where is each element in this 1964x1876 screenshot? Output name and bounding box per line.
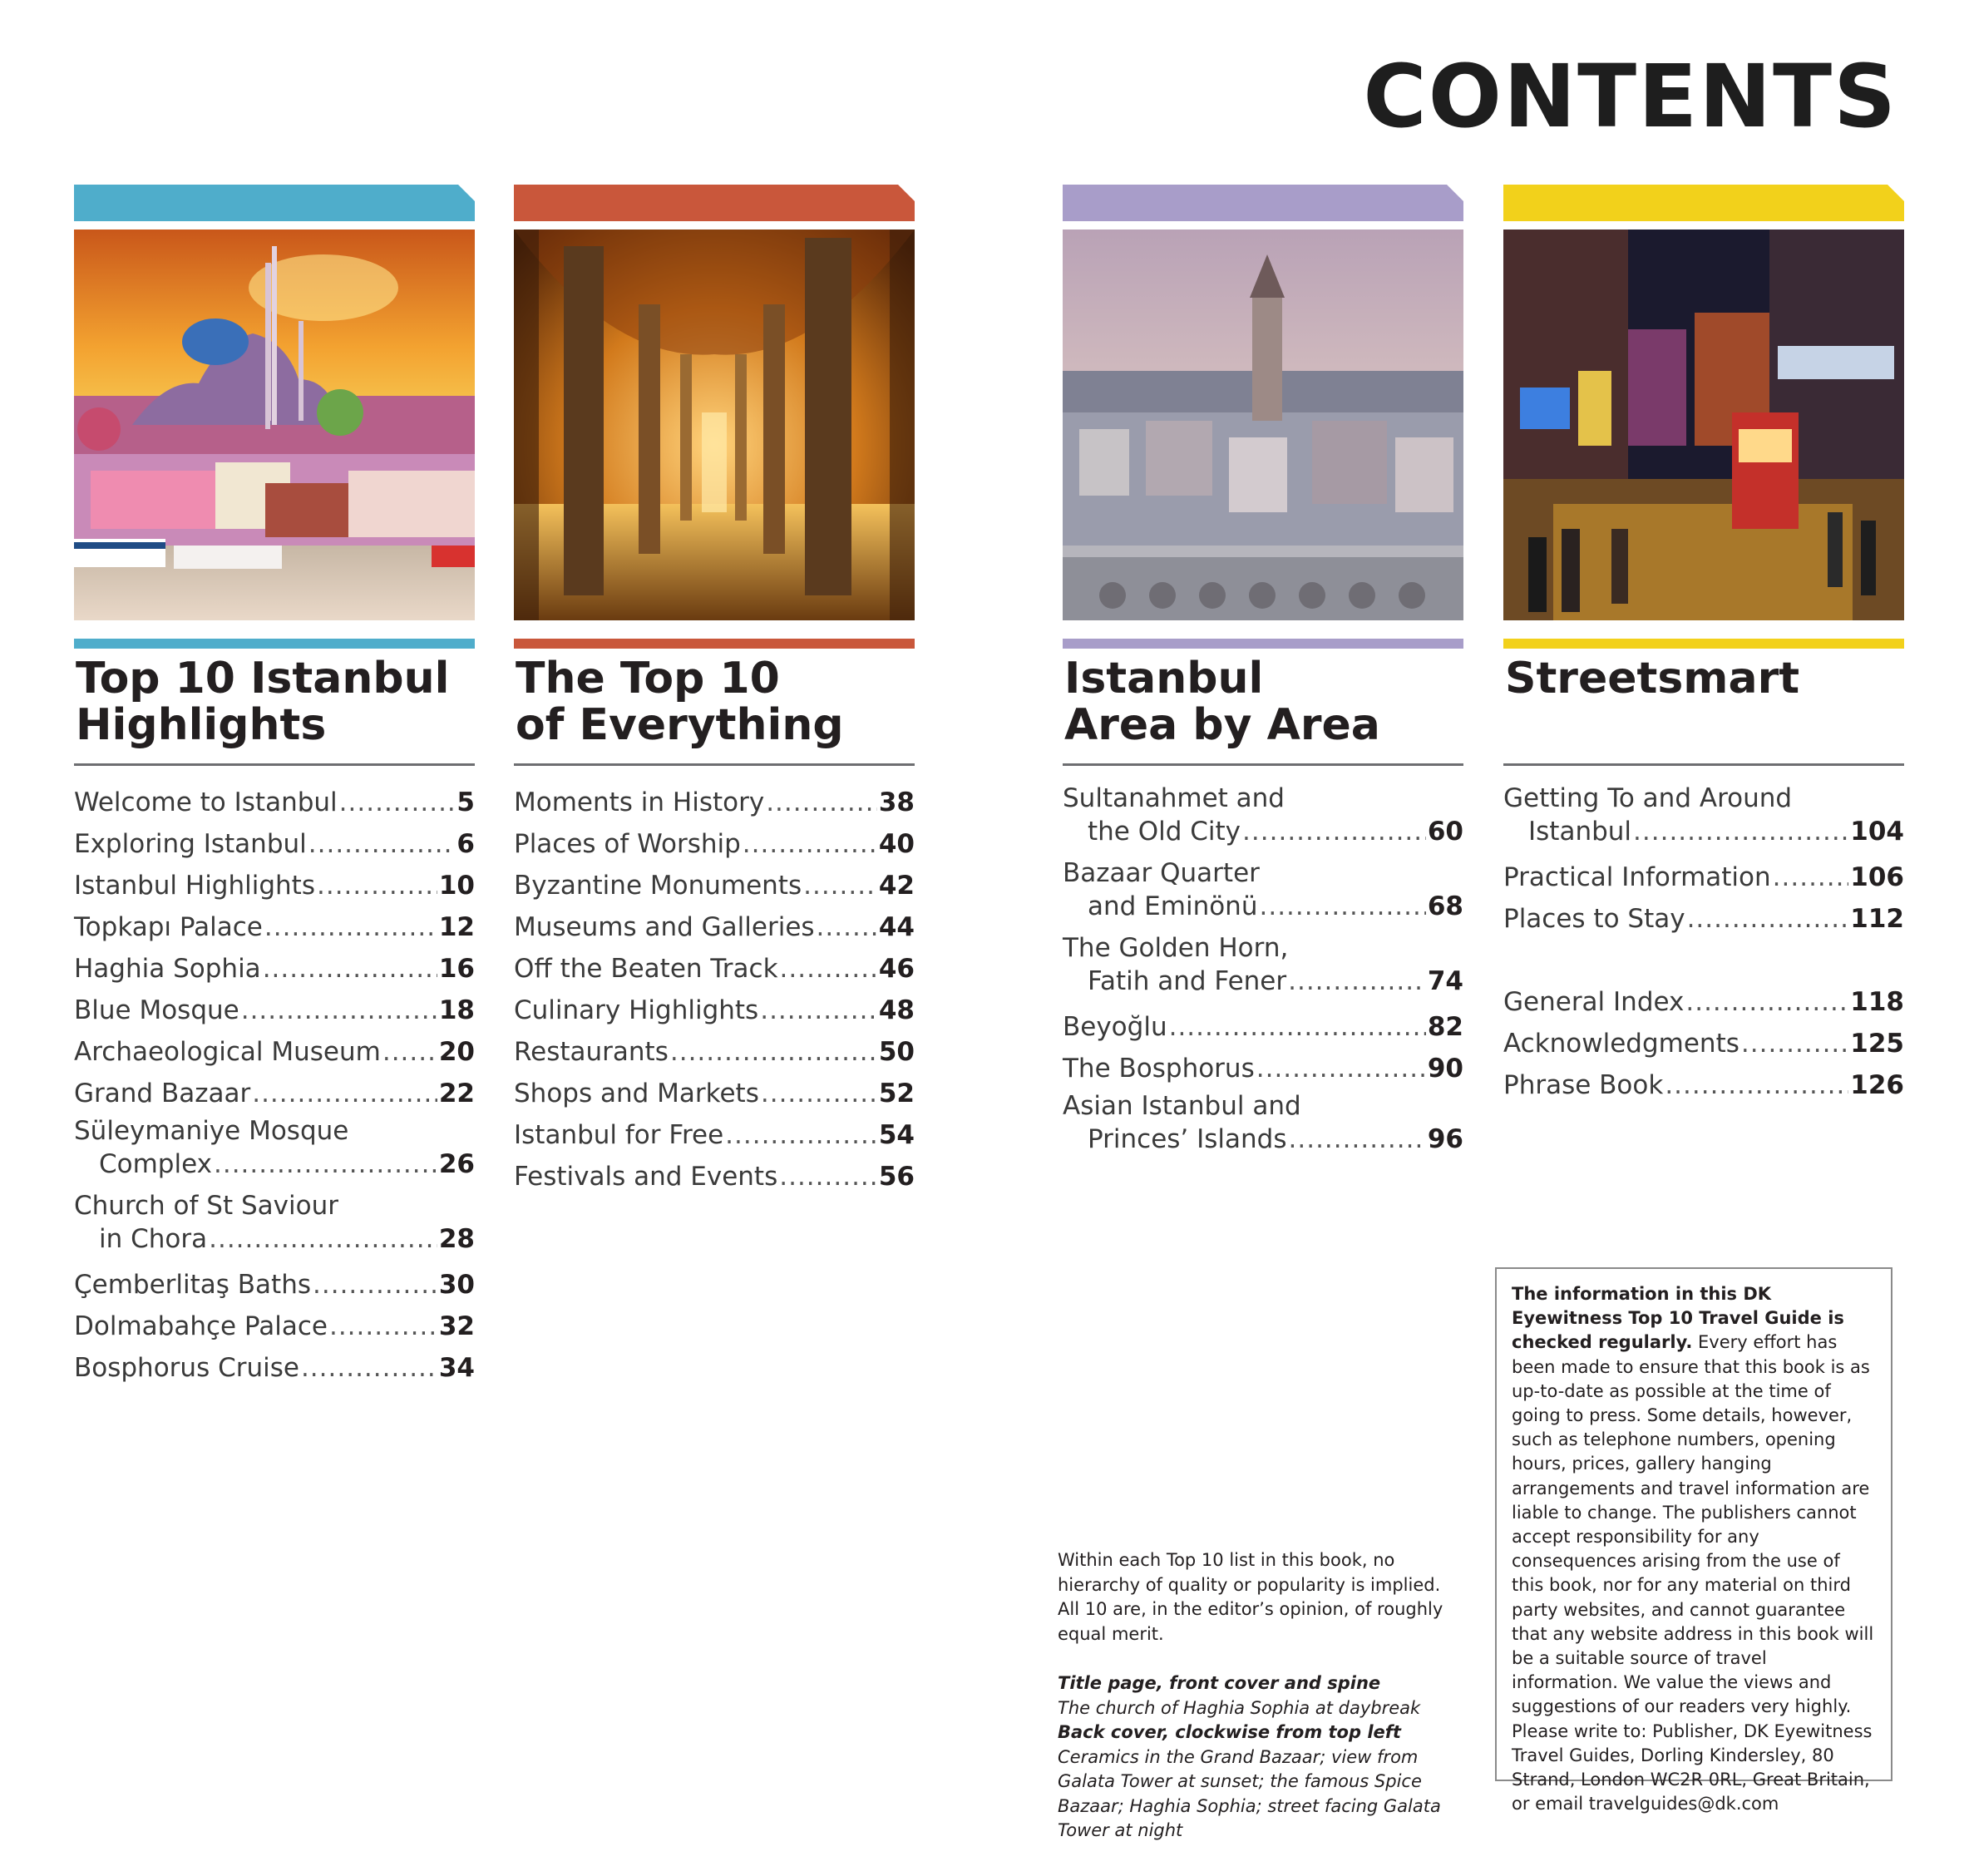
toc-entry	[514, 823, 915, 865]
toc-entry-title: Complex	[99, 1149, 212, 1179]
info-box	[1495, 1267, 1892, 1814]
toc-list	[1063, 782, 1463, 1164]
toc-page-number: 32	[438, 1311, 475, 1341]
toc-entry-title: Off the Beaten Track	[514, 954, 778, 984]
section-heading	[1505, 655, 1904, 702]
toc-entry-line	[74, 1148, 475, 1181]
toc-entry-title: General Index	[1503, 987, 1685, 1017]
toc-entry	[74, 1306, 475, 1347]
section-heading-line: Istanbul	[1064, 654, 1264, 704]
toc-page-number: 34	[438, 1353, 475, 1383]
toc-page-number: 56	[878, 1162, 915, 1192]
dot-leader	[1289, 1123, 1426, 1156]
section-tab	[74, 185, 475, 221]
dot-leader	[779, 1156, 877, 1197]
toc-entry-line	[514, 1073, 915, 1114]
toc-page-number: 44	[878, 912, 915, 942]
hierarchy-note: Within each Top 10 list in this book, no hierarchy of quality or popularity is implied. All 10 are, in the editor’s opinion, of roughly equal merit.	[1058, 1550, 1443, 1644]
dot-leader	[263, 948, 437, 990]
dot-leader	[1687, 898, 1849, 940]
toc-entry-title: Acknowledgments	[1503, 1029, 1739, 1059]
toc-entry-title: Istanbul Highlights	[74, 871, 315, 901]
toc-entry-line	[1063, 1123, 1463, 1156]
toc-entry-title: Shops and Markets	[514, 1079, 759, 1108]
section-heading	[516, 655, 915, 748]
toc-page-number: 52	[878, 1079, 915, 1108]
toc-entry-line	[74, 1264, 475, 1306]
toc-page-number: 104	[1850, 817, 1904, 847]
toc-page-number: 42	[878, 871, 915, 901]
toc-entry-title: Exploring Istanbul	[74, 829, 307, 859]
toc-entry	[1063, 857, 1463, 923]
toc-entry	[514, 948, 915, 990]
dot-leader	[301, 1347, 437, 1389]
dot-leader	[766, 782, 877, 823]
toc-entry-title: The Golden Horn,	[1063, 933, 1289, 963]
toc-page-number: 106	[1850, 862, 1904, 892]
toc-page-number: 74	[1427, 966, 1463, 996]
toc-entry-line	[1063, 931, 1463, 965]
toc-entry-title: Bosphorus Cruise	[74, 1353, 299, 1383]
toc-entry	[514, 990, 915, 1031]
toc-entry	[514, 1031, 915, 1073]
toc-entry	[74, 1031, 475, 1073]
toc-entry-line	[514, 1031, 915, 1073]
toc-entry-line	[1063, 782, 1463, 815]
toc-entry-line	[74, 1031, 475, 1073]
toc-entry-line	[74, 1114, 475, 1148]
toc-page-number: 38	[878, 787, 915, 817]
toc-entry-title: Restaurants	[514, 1037, 669, 1067]
toc-entry-line	[74, 1347, 475, 1389]
toc-entry-line	[74, 990, 475, 1031]
toc-page-number: 6	[456, 829, 475, 859]
toc-entry	[1063, 931, 1463, 998]
toc-entry-title: Beyoğlu	[1063, 1012, 1167, 1042]
toc-entry-line	[1063, 965, 1463, 998]
toc-entry-line	[74, 782, 475, 823]
toc-entry	[1503, 1064, 1904, 1106]
toc-entry-line	[1503, 857, 1904, 898]
dot-leader	[670, 1031, 877, 1073]
toc-entry-title: Welcome to Istanbul	[74, 787, 338, 817]
toc-entry	[74, 1073, 475, 1114]
toc-entry-title: Çemberlitaş Baths	[74, 1270, 312, 1300]
toc-entry	[1063, 1006, 1463, 1048]
toc-entry-title: Topkapı Palace	[74, 912, 263, 942]
toc-page-number: 125	[1850, 1029, 1904, 1059]
toc-entry-title: Places to Stay	[1503, 904, 1685, 934]
dot-leader	[1685, 981, 1848, 1023]
back-credit-text: Ceramics in the Grand Bazaar; view from Galata Tower at sunset; the famous Spice Bazaar; Haghia Sophia; street facing Galata Tower at night	[1058, 1746, 1441, 1840]
toc-entry	[74, 906, 475, 948]
dot-leader	[313, 1264, 437, 1306]
section-rule	[1063, 639, 1463, 649]
toc-entry-title: Süleymaniye Mosque	[74, 1116, 349, 1146]
toc-entry-title: Istanbul	[1528, 817, 1632, 847]
toc-page-number: 50	[878, 1037, 915, 1067]
toc-page-number: 126	[1850, 1070, 1904, 1100]
toc-page-number: 10	[438, 871, 475, 901]
toc-entry-line	[1503, 782, 1904, 815]
editorial-notes	[1058, 1548, 1457, 1844]
toc-page-number: 60	[1427, 817, 1463, 847]
dot-leader	[1259, 890, 1425, 923]
toc-entry-line	[1063, 1089, 1463, 1123]
toc-list	[514, 782, 915, 1197]
toc-entry-line	[1063, 857, 1463, 890]
dot-leader	[209, 1222, 437, 1256]
toc-entry-title: The Bosphorus	[1063, 1054, 1255, 1084]
toc-entry-line	[74, 948, 475, 990]
toc-page-number: 28	[438, 1224, 475, 1254]
heading-divider	[74, 763, 475, 766]
page-title: CONTENTS	[1363, 46, 1897, 147]
dot-leader	[264, 906, 437, 948]
heading-divider	[1503, 763, 1904, 766]
toc-entry-title: in Chora	[99, 1224, 208, 1254]
toc-entry-line	[74, 1189, 475, 1222]
toc-entry-line	[1503, 1064, 1904, 1106]
toc-entry-line	[74, 1222, 475, 1256]
section-rule	[1503, 639, 1904, 649]
section-heading-line: Streetsmart	[1505, 654, 1800, 704]
toc-entry-title: Haghia Sophia	[74, 954, 261, 984]
section-heading-line: Highlights	[76, 700, 327, 750]
toc-entry-line	[514, 1114, 915, 1156]
section-heading	[1064, 655, 1463, 748]
toc-entry-line	[514, 906, 915, 948]
toc-page-number: 30	[438, 1270, 475, 1300]
toc-page-number: 22	[438, 1079, 475, 1108]
toc-entry	[74, 1189, 475, 1256]
toc-page-number: 118	[1850, 987, 1904, 1017]
info-box-body: Every effort has been made to ensure that this book is as up-to-date as possible at the time of going to press. Some details, however, such as telephone numbers, opening hours, prices, gallery hanging arrangements and travel information are liable to change. The publishers cannot accept responsibility for any consequences arising from the use of this book, nor for any material on third party websites, and cannot guarantee that any website address in this book will be a suitable source of travel information. We value the views and suggestions of our readers very highly. Please write to: Publisher, DK Eyewitness Travel Guides, Dorling Kindersley, 80 Strand, London WC2R 0RL, Great Britain, or email travelguides@dk.com	[1512, 1332, 1874, 1814]
toc-entry-title: Dolmabahçe Palace	[74, 1311, 328, 1341]
toc-entry-line	[1063, 815, 1463, 848]
toc-entry-title: Festivals and Events	[514, 1162, 778, 1192]
section-tab	[1063, 185, 1463, 221]
toc-page-number: 90	[1427, 1054, 1463, 1084]
toc-page-number: 40	[878, 829, 915, 859]
dot-leader	[803, 865, 877, 906]
basilica-cistern-photo	[514, 230, 915, 620]
toc-entry-title: Culinary Highlights	[514, 995, 759, 1025]
dot-leader	[780, 948, 877, 990]
dot-leader	[382, 1031, 437, 1073]
toc-entry-line	[514, 782, 915, 823]
toc-page-number: 48	[878, 995, 915, 1025]
title-credit-text: The church of Haghia Sophia at daybreak	[1058, 1697, 1421, 1718]
toc-entry-line	[1503, 1023, 1904, 1064]
istiklal-street-tram-photo	[1503, 230, 1904, 620]
toc-entry-line	[514, 823, 915, 865]
dot-leader	[339, 782, 456, 823]
toc-entry	[1063, 1089, 1463, 1156]
toc-entry-line	[74, 906, 475, 948]
toc-entry	[514, 1114, 915, 1156]
section-rule	[74, 639, 475, 649]
dot-leader	[1288, 965, 1426, 998]
cover-credits	[1058, 1671, 1457, 1844]
toc-entry-title: Places of Worship	[514, 829, 741, 859]
toc-entry	[1503, 898, 1904, 940]
toc-entry	[74, 865, 475, 906]
toc-entry-line	[1063, 1048, 1463, 1089]
toc-page-number: 12	[438, 912, 475, 942]
toc-entry-title: Church of St Saviour	[74, 1191, 338, 1221]
toc-page-number: 82	[1427, 1012, 1463, 1042]
toc-entry-title: Moments in History	[514, 787, 765, 817]
toc-entry-line	[74, 1073, 475, 1114]
toc-entry-line	[1063, 890, 1463, 923]
toc-entry-title: Byzantine Monuments	[514, 871, 802, 901]
toc-list	[1503, 782, 1904, 1106]
section-heading-line: The Top 10	[516, 654, 780, 704]
toc-entry	[514, 906, 915, 948]
dot-leader	[1169, 1006, 1426, 1048]
toc-entry	[514, 1156, 915, 1197]
toc-entry	[74, 1347, 475, 1389]
toc-page-number: 54	[878, 1120, 915, 1150]
toc-entry-title: Asian Istanbul and	[1063, 1091, 1301, 1121]
istanbul-mosque-skyline-photo	[74, 230, 475, 620]
toc-entry	[74, 948, 475, 990]
dot-leader	[329, 1306, 437, 1347]
toc-page-number: 5	[456, 787, 475, 817]
dot-leader	[1633, 815, 1848, 848]
toc-entry-title: Archaeological Museum	[74, 1037, 381, 1067]
toc-entry-title: Blue Mosque	[74, 995, 239, 1025]
dot-leader	[725, 1114, 877, 1156]
toc-page-number: 68	[1427, 891, 1463, 921]
toc-entry	[74, 782, 475, 823]
dot-leader	[743, 823, 877, 865]
toc-entry	[74, 1114, 475, 1181]
section-tab	[1503, 185, 1904, 221]
toc-page-number: 18	[438, 995, 475, 1025]
toc-page-number: 16	[438, 954, 475, 984]
toc-entry-line	[514, 948, 915, 990]
toc-entry-line	[1503, 815, 1904, 848]
section-heading-line: Top 10 Istanbul	[76, 654, 450, 704]
toc-entry-title: Museums and Galleries	[514, 912, 815, 942]
toc-entry-line	[1503, 898, 1904, 940]
toc-page-number: 112	[1850, 904, 1904, 934]
toc-entry	[514, 782, 915, 823]
toc-page-number: 26	[438, 1149, 475, 1179]
back-credit-label: Back cover, clockwise from top left	[1058, 1722, 1401, 1742]
toc-entry-title: the Old City	[1088, 817, 1241, 847]
toc-entry	[514, 1073, 915, 1114]
toc-list	[74, 782, 475, 1389]
toc-entry-title: Getting To and Around	[1503, 783, 1793, 813]
toc-entry-line	[514, 865, 915, 906]
section-rule	[514, 639, 915, 649]
dot-leader	[308, 823, 456, 865]
dot-leader	[1773, 857, 1849, 898]
toc-entry-line	[514, 1156, 915, 1197]
toc-entry-line	[514, 990, 915, 1031]
galata-tower-cityscape-photo	[1063, 230, 1463, 620]
toc-entry	[74, 1264, 475, 1306]
dot-leader	[241, 990, 437, 1031]
heading-divider	[1063, 763, 1463, 766]
section-heading-line: Area by Area	[1064, 700, 1380, 750]
toc-entry-title: Istanbul for Free	[514, 1120, 724, 1150]
dot-leader	[317, 865, 437, 906]
toc-entry-title: Princes’ Islands	[1088, 1124, 1287, 1154]
dot-leader	[214, 1148, 437, 1181]
toc-entry-title: Sultanahmet and	[1063, 783, 1285, 813]
toc-entry-title: Fatih and Fener	[1088, 966, 1287, 996]
toc-entry-line	[1503, 981, 1904, 1023]
toc-entry-title: Grand Bazaar	[74, 1079, 251, 1108]
dot-leader	[760, 990, 877, 1031]
toc-entry	[1503, 981, 1904, 1023]
toc-page-number: 96	[1427, 1124, 1463, 1154]
toc-entry-line	[74, 865, 475, 906]
toc-entry-title: Bazaar Quarter	[1063, 858, 1260, 888]
toc-entry	[1503, 782, 1904, 848]
info-box-lead: The information in this DK Eyewitness Top 10 Travel Guide is checked regularly.	[1512, 1284, 1844, 1353]
toc-entry-title: and Eminönü	[1088, 891, 1258, 921]
dot-leader	[1741, 1023, 1848, 1064]
heading-divider	[514, 763, 915, 766]
dot-leader	[1256, 1048, 1426, 1089]
toc-entry	[74, 990, 475, 1031]
section-heading-line: of Everything	[516, 700, 844, 750]
toc-spacer	[1503, 940, 1904, 981]
toc-page-number: 46	[878, 954, 915, 984]
dot-leader	[252, 1073, 437, 1114]
toc-entry-line	[74, 823, 475, 865]
dot-leader	[817, 906, 877, 948]
toc-entry-title: Practical Information	[1503, 862, 1771, 892]
dot-leader	[1665, 1064, 1848, 1106]
section-heading	[76, 655, 475, 748]
toc-entry	[514, 865, 915, 906]
section-tab	[514, 185, 915, 221]
toc-page-number: 20	[438, 1037, 475, 1067]
dot-leader	[1242, 815, 1426, 848]
title-credit-label: Title page, front cover and spine	[1058, 1673, 1381, 1693]
toc-entry	[1503, 857, 1904, 898]
toc-entry-line	[1063, 1006, 1463, 1048]
toc-entry	[74, 823, 475, 865]
toc-entry	[1503, 1023, 1904, 1064]
toc-entry	[1063, 782, 1463, 848]
toc-entry-title: Phrase Book	[1503, 1070, 1664, 1100]
toc-entry	[1063, 1048, 1463, 1089]
toc-entry-line	[74, 1306, 475, 1347]
dot-leader	[761, 1073, 877, 1114]
